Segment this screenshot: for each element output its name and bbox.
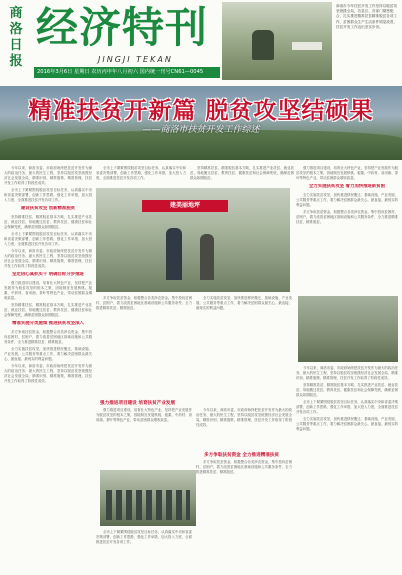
paragraph: 强力推进项目建设，培育壮大特色产业，坚持把产业发展作为脱贫攻坚的根本之策，因地制宜发展核桃、板栗、中药材、食用菌、茶叶等特色产业，带动贫困群众增收致富。: [4, 281, 92, 300]
center-news-photo: [96, 188, 290, 292]
paragraph: 今年以来，商洛市委、市政府始终把扶贫开发作为最大的政治任务、最大的民生工程，坚持以脱贫攻坚统揽经济社会发展全局，精准识别、精准施策、精准管理，扶贫开发工作取得了阶段性成效。: [4, 166, 92, 185]
paragraph: 坚持精准扶贫、精准脱贫基本方略，扎实推进产业扶贫、就业扶贫、易地搬迁扶贫、教育扶贫、健康扶贫和社会保障兜底，确保贫困群众如期脱贫。: [4, 215, 92, 229]
section-title: 建设扶贫攻坚 创新精准脱贫: [20, 206, 76, 211]
section-title: 坚定信心真抓实干 明确目标分步推进: [12, 272, 84, 277]
right-news-photo: [298, 296, 398, 362]
paragraph: 今年以来，商洛市委、市政府始终把扶贫开发作为最大的政治任务、最大的民生工程，坚持以脱贫攻坚统揽经济社会发展全局，精准识别、精准施策、精准管理，扶贫开发工作取得了阶段性成效。: [296, 366, 398, 380]
article-column-3-lower: 今年以来，商洛市委、市政府始终把扶贫开发作为最大的政治任务、最大的民生工程，坚持以脱贫攻坚统揽经济社会发展全局，精准识别、精准施策、精准管理，扶贫开发工作取得了阶段性成效。: [196, 408, 292, 427]
top-right-text: 商洛市今年扶贫开发工作坚持以脱贫攻坚统揽全局，各县区、各部门紧密配合，扎实推进精准扶贫精准脱贫各项工作，贫困群众生产生活条件明显改善，扶贫开发工作迈出坚实步伐。: [336, 4, 398, 29]
paragraph: 多方争取扶贫资金，积极整合各类涉农资金，集中投向贫困村、贫困户，着力改善贫困地区基础设施和公共服务条件，全力推进精准扶贫、精准脱贫。: [4, 330, 92, 344]
title-pinyin: JINGJI TEKAN: [98, 55, 173, 64]
section-title: 强力推进项目建设 培育扶贫产业发展: [100, 401, 176, 406]
photo-object: [292, 42, 322, 50]
paragraph: 全市上下紧紧围绕脱贫攻坚目标任务，认真落实中央和省委决策部署，创新工作思路，强化工作举措，加大投入力度，全面推进扶贫开发各项工作。: [296, 400, 398, 414]
section-title: 多方争取扶贫资金 全力推进精准扶贫: [204, 453, 280, 458]
article-column-2-middle: 多方争取扶贫资金，积极整合各类涉农资金，集中投向贫困村、贫困户，着力改善贫困地区基础设施和公共服务条件，全力推进精准扶贫、精准脱贫。: [96, 296, 192, 310]
article-column-3-middle: 全力实施扶贫攻坚，加快推进移民搬迁、基础设施、产业发展、公共服务等重点工作，着力解决贫困群众最关心、最直接、最现实的利益问题。: [196, 296, 292, 310]
article-column-3-bottom: 多方争取扶贫资金，积极整合各类涉农资金，集中投向贫困村、贫困户，着力改善贫困地区基础设施和公共服务条件，全力推进精准扶贫、精准脱贫。: [196, 460, 292, 474]
article-column-4-bottom: [296, 366, 398, 571]
article-column-2-top: [96, 166, 186, 186]
masthead: [0, 0, 402, 82]
article-column-2-lower: 强力推进项目建设，培育壮大特色产业，坚持把产业发展作为脱贫攻坚的根本之策，因地制宜发展核桃、板栗、中药材、食用菌、茶叶等特色产业，带动贫困群众增收致富。: [96, 408, 192, 422]
top-photo: [222, 2, 332, 80]
headline-banner: [0, 86, 402, 160]
photo-sign: 建美丽地坪: [142, 200, 228, 212]
sub-headline: ——商洛市扶贫开发工作综述: [142, 125, 260, 135]
group-news-photo: [100, 470, 196, 526]
paragraph: 全市上下紧紧围绕脱贫攻坚目标任务，认真落实中央和省委决策部署，创新工作思路，强化工作举措，加大投入力度，全面推进扶贫开发各项工作。: [4, 188, 92, 202]
article-column-4: [296, 166, 398, 294]
paragraph: 全力实施扶贫攻坚，加快推进移民搬迁、基础设施、产业发展、公共服务等重点工作，着力解决贫困群众最关心、最直接、最现实的利益问题。: [296, 193, 398, 207]
section-title: 精准实施分类施策 推进扶贫攻坚深入: [12, 321, 84, 326]
paragraph: 全力实施扶贫攻坚，加快推进移民搬迁、基础设施、产业发展、公共服务等重点工作，着力解决贫困群众最关心、最直接、最现实的利益问题。: [296, 417, 398, 431]
paragraph: 坚持精准扶贫、精准脱贫基本方略，扎实推进产业扶贫、就业扶贫、易地搬迁扶贫、教育扶贫、健康扶贫和社会保障兜底，确保贫困群众如期脱贫。: [4, 303, 92, 317]
paragraph: 全市上下紧紧围绕脱贫攻坚目标任务，认真落实中央和省委决策部署，创新工作思路，强化工作举措，加大投入力度，全面推进扶贫开发各项工作。: [4, 232, 92, 246]
paragraph: 今年以来，商洛市委、市政府始终把扶贫开发作为最大的政治任务、最大的民生工程，坚持以脱贫攻坚统揽经济社会发展全局，精准识别、精准施策、精准管理，扶贫开发工作取得了阶段性成效。: [4, 364, 92, 383]
paragraph: 多方争取扶贫资金，积极整合各类涉农资金，集中投向贫困村、贫困户，着力改善贫困地区基础设施和公共服务条件，全力推进精准扶贫、精准脱贫。: [296, 210, 398, 224]
paragraph: 全市上下紧紧围绕脱贫攻坚目标任务，认真落实中央和省委决策部署，创新工作思路，强化工作举措，加大投入力度，全面推进扶贫开发各项工作。: [96, 166, 186, 180]
paragraph: 全力实施扶贫攻坚，加快推进移民搬迁、基础设施、产业发展、公共服务等重点工作，着力解决贫困群众最关心、最直接、最现实的利益问题。: [4, 347, 92, 361]
photo-crowd: [106, 490, 190, 520]
photo-figure: [252, 30, 274, 60]
paragraph: 坚持精准扶贫、精准脱贫基本方略，扎实推进产业扶贫、就业扶贫、易地搬迁扶贫、教育扶贫、健康扶贫和社会保障兜底，确保贫困群众如期脱贫。: [296, 383, 398, 397]
date-bar: 2016年3月6日 星期日 农历丙申年八月初六 国内统一刊号CN61—0045: [34, 67, 220, 78]
photo-person: [166, 228, 182, 280]
paragraph: 坚持精准扶贫、精准脱贫基本方略，扎实推进产业扶贫、就业扶贫、易地搬迁扶贫、教育扶贫、健康扶贫和社会保障兜底，确保贫困群众如期脱贫。: [190, 166, 294, 180]
paper-logo: 商洛日报: [9, 6, 23, 69]
section-title: 全力实施扶贫攻坚 着力加快推进新贫困: [308, 184, 386, 189]
article-column-2-bottom: 全市上下紧紧围绕脱贫攻坚目标任务，认真落实中央和省委决策部署，创新工作思路，强化工作举措，加大投入力度，全面推进扶贫开发各项工作。: [96, 530, 192, 544]
paragraph: 强力推进项目建设，培育壮大特色产业，坚持把产业发展作为脱贫攻坚的根本之策，因地制宜发展核桃、板栗、中药材、食用菌、茶叶等特色产业，带动贫困群众增收致富。: [296, 166, 398, 180]
paragraph: 今年以来，商洛市委、市政府始终把扶贫开发作为最大的政治任务、最大的民生工程，坚持以脱贫攻坚统揽经济社会发展全局，精准识别、精准施策、精准管理，扶贫开发工作取得了阶段性成效。: [4, 249, 92, 268]
main-headline: 精准扶贫开新篇 脱贫攻坚结硕果: [28, 98, 374, 124]
article-column-3-top: [190, 166, 294, 186]
article-column-1: [4, 166, 92, 570]
special-issue-title: 经济特刊: [36, 3, 209, 52]
photo-person: [200, 234, 214, 280]
